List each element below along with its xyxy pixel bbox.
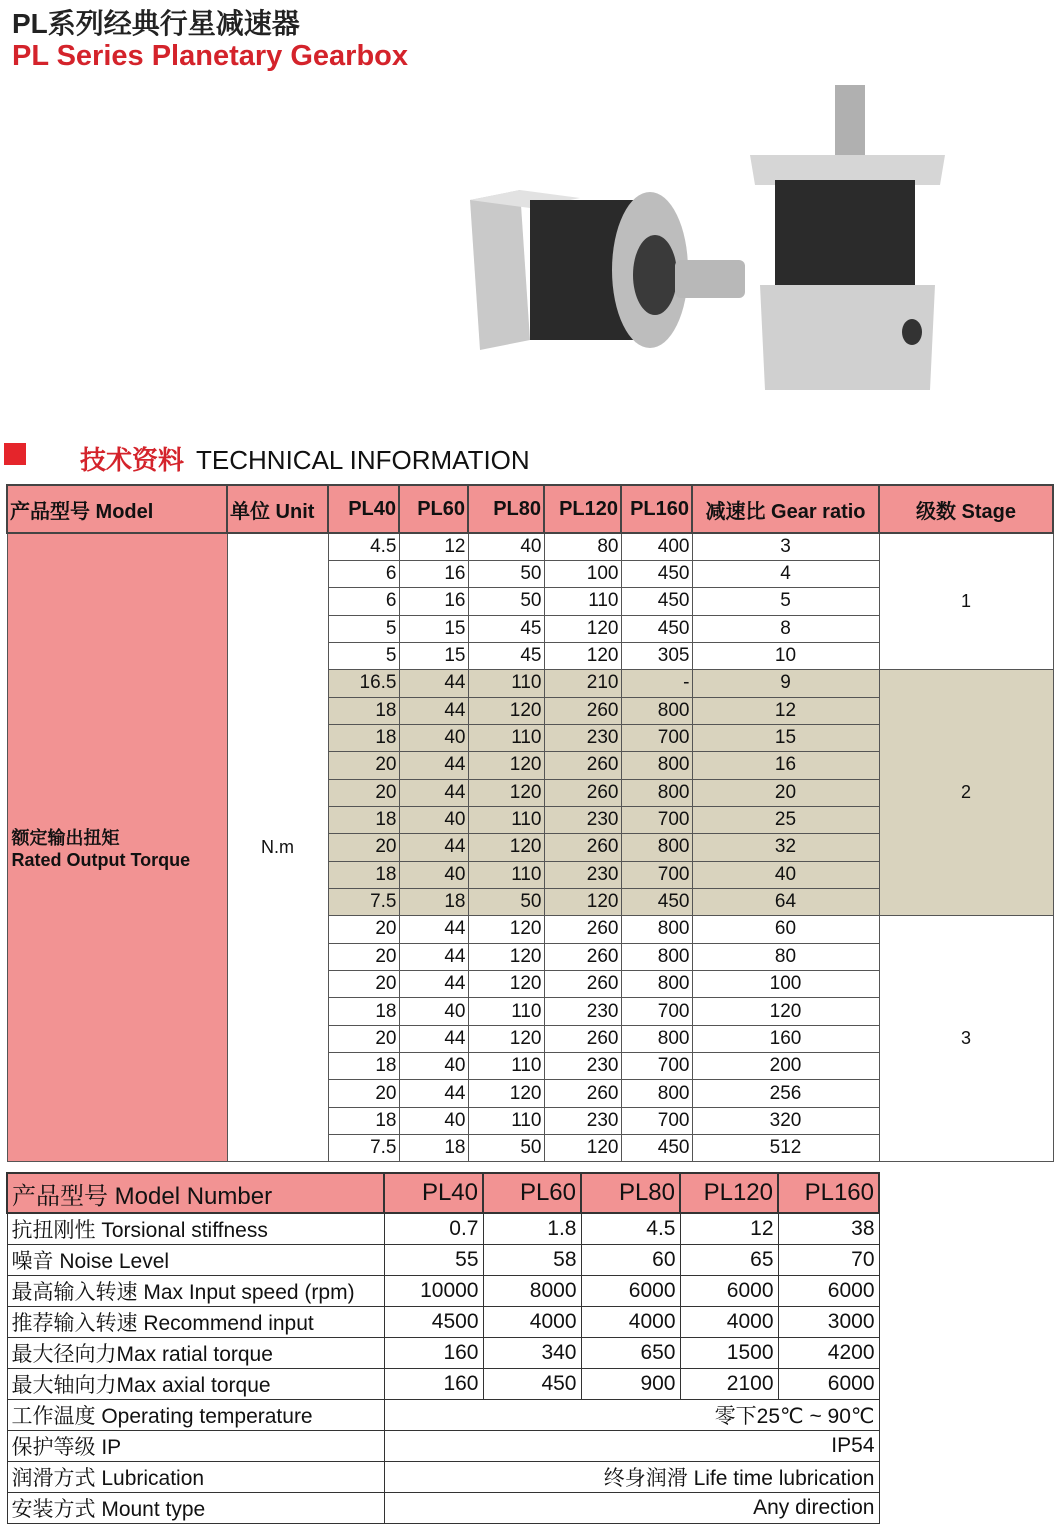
spec-row	[7, 1213, 879, 1245]
torque-value-cell: 40	[399, 1107, 468, 1134]
gearbox-product-image	[460, 80, 960, 400]
spec-row	[7, 1276, 879, 1307]
torque-value-cell: 120	[544, 888, 621, 915]
column-header: PL120	[680, 1173, 778, 1213]
torque-value-cell: 450	[621, 888, 692, 915]
torque-value-cell: 260	[544, 1080, 621, 1107]
spec-value: 1500	[680, 1338, 778, 1369]
column-header: 产品型号 Model	[7, 485, 227, 533]
gear-ratio-cell: 16	[692, 752, 879, 779]
gear-ratio-cell: 60	[692, 916, 879, 943]
torque-value-cell: 50	[468, 588, 544, 615]
torque-value-cell: 260	[544, 752, 621, 779]
torque-value-cell: 18	[328, 1107, 399, 1134]
torque-value-cell: 50	[468, 888, 544, 915]
torque-value-cell: 80	[544, 533, 621, 560]
torque-value-cell: 6	[328, 588, 399, 615]
gear-ratio-cell: 20	[692, 779, 879, 806]
section-heading-en: TECHNICAL INFORMATION	[196, 445, 530, 475]
gear-ratio-cell: 10	[692, 642, 879, 669]
column-header: 级数 Stage	[879, 485, 1053, 533]
torque-value-cell: 20	[328, 943, 399, 970]
torque-value-cell: 100	[544, 560, 621, 587]
torque-value-cell: 450	[621, 615, 692, 642]
torque-value-cell: 44	[399, 1080, 468, 1107]
torque-value-cell: 260	[544, 779, 621, 806]
spec-value: 4000	[581, 1307, 680, 1338]
torque-value-cell: 210	[544, 670, 621, 697]
spec-value: 650	[581, 1338, 680, 1369]
torque-value-cell: 44	[399, 697, 468, 724]
spec-value: 160	[384, 1369, 483, 1400]
spec-value: 4500	[384, 1307, 483, 1338]
torque-value-cell: 450	[621, 1135, 692, 1162]
torque-value-cell: 110	[468, 724, 544, 751]
spec-label: 润滑方式 Lubrication	[7, 1462, 384, 1493]
spec-value: 1.8	[483, 1213, 581, 1245]
torque-value-cell: 800	[621, 1080, 692, 1107]
torque-value-cell: 20	[328, 779, 399, 806]
torque-value-cell: 44	[399, 834, 468, 861]
torque-value-cell: 16	[399, 588, 468, 615]
torque-value-cell: 450	[621, 588, 692, 615]
spec-value: 70	[778, 1245, 879, 1276]
column-header: 单位 Unit	[227, 485, 328, 533]
column-header: PL60	[483, 1173, 581, 1213]
torque-value-cell: 230	[544, 1053, 621, 1080]
gear-ratio-cell: 12	[692, 697, 879, 724]
section-heading-cn: 技术资料	[80, 445, 185, 475]
spec-value: 4200	[778, 1338, 879, 1369]
gear-ratio-cell: 120	[692, 998, 879, 1025]
horizontal-gearbox	[470, 190, 745, 350]
spec-value: 6000	[778, 1276, 879, 1307]
spec-value: 6000	[680, 1276, 778, 1307]
vertical-gearbox	[750, 85, 945, 390]
gear-ratio-cell: 25	[692, 806, 879, 833]
torque-value-cell: 120	[544, 615, 621, 642]
torque-value-cell: 15	[399, 642, 468, 669]
spec-value-all: Any direction	[384, 1493, 879, 1524]
spec-row	[7, 1245, 879, 1276]
torque-value-cell: 15	[399, 615, 468, 642]
spec-value-all: IP54	[384, 1431, 879, 1462]
gear-ratio-cell: 64	[692, 888, 879, 915]
torque-value-cell: 305	[621, 642, 692, 669]
spec-value: 4000	[483, 1307, 581, 1338]
torque-value-cell: 5	[328, 615, 399, 642]
spec-row	[7, 1307, 879, 1338]
torque-value-cell: 110	[468, 670, 544, 697]
gear-ratio-cell: 15	[692, 724, 879, 751]
gear-ratio-cell: 100	[692, 971, 879, 998]
gear-ratio-cell: 9	[692, 670, 879, 697]
torque-value-cell: 800	[621, 971, 692, 998]
torque-value-cell: 20	[328, 1080, 399, 1107]
spec-label: 最大轴向力Max axial torque	[7, 1369, 384, 1400]
spec-value: 3000	[778, 1307, 879, 1338]
torque-value-cell: 18	[399, 1135, 468, 1162]
label-en: Rated Output Torque	[11, 850, 191, 871]
torque-value-cell: 45	[468, 642, 544, 669]
spec-value: 0.7	[384, 1213, 483, 1245]
spec-row	[7, 1400, 879, 1431]
spec-value: 6000	[581, 1276, 680, 1307]
torque-value-cell: 7.5	[328, 1135, 399, 1162]
torque-value-cell: 260	[544, 971, 621, 998]
spec-value: 55	[384, 1245, 483, 1276]
torque-value-cell: 16.5	[328, 670, 399, 697]
torque-value-cell: 16	[399, 560, 468, 587]
column-header: PL160	[778, 1173, 879, 1213]
torque-value-cell: 120	[468, 916, 544, 943]
torque-value-cell: -	[621, 670, 692, 697]
gear-ratio-cell: 4	[692, 560, 879, 587]
torque-value-cell: 18	[328, 697, 399, 724]
torque-value-cell: 12	[399, 533, 468, 560]
torque-value-cell: 700	[621, 861, 692, 888]
torque-value-cell: 700	[621, 998, 692, 1025]
gear-ratio-cell: 160	[692, 1025, 879, 1052]
torque-value-cell: 700	[621, 806, 692, 833]
spec-label: 工作温度 Operating temperature	[7, 1400, 384, 1431]
torque-value-cell: 120	[468, 779, 544, 806]
column-header: PL80	[581, 1173, 680, 1213]
column-header: 减速比 Gear ratio	[692, 485, 879, 533]
torque-value-cell: 20	[328, 752, 399, 779]
gear-ratio-cell: 32	[692, 834, 879, 861]
spec-value: 4.5	[581, 1213, 680, 1245]
stage-cell: 2	[879, 670, 1053, 916]
column-header: PL40	[384, 1173, 483, 1213]
torque-value-cell: 120	[468, 1025, 544, 1052]
spec-value: 160	[384, 1338, 483, 1369]
spec-label: 噪音 Noise Level	[7, 1245, 384, 1276]
torque-value-cell: 120	[468, 834, 544, 861]
torque-value-cell: 44	[399, 916, 468, 943]
unit-cell: N.m	[227, 533, 328, 1162]
torque-value-cell: 20	[328, 834, 399, 861]
torque-value-cell: 110	[468, 806, 544, 833]
torque-value-cell: 260	[544, 834, 621, 861]
gear-ratio-cell: 40	[692, 861, 879, 888]
spec-row	[7, 1493, 879, 1524]
torque-value-cell: 230	[544, 724, 621, 751]
spec-label: 抗扭刚性 Torsional stiffness	[7, 1213, 384, 1245]
rated-torque-table	[6, 484, 1054, 1162]
torque-value-cell: 260	[544, 943, 621, 970]
spec-value: 38	[778, 1213, 879, 1245]
spec-row	[7, 1369, 879, 1400]
gear-ratio-cell: 200	[692, 1053, 879, 1080]
torque-value-cell: 120	[468, 1080, 544, 1107]
torque-value-cell: 18	[328, 806, 399, 833]
torque-value-cell: 260	[544, 916, 621, 943]
torque-value-cell: 120	[544, 1135, 621, 1162]
stage-cell: 3	[879, 916, 1053, 1162]
spec-value-all: 终身润滑 Life time lubrication	[384, 1462, 879, 1493]
torque-value-cell: 44	[399, 670, 468, 697]
torque-value-cell: 800	[621, 752, 692, 779]
torque-value-cell: 260	[544, 697, 621, 724]
section-marker	[4, 443, 26, 465]
torque-value-cell: 450	[621, 560, 692, 587]
spec-label: 最大径向力Max ratial torque	[7, 1338, 384, 1369]
torque-value-cell: 110	[468, 1053, 544, 1080]
torque-value-cell: 7.5	[328, 888, 399, 915]
gear-ratio-cell: 5	[692, 588, 879, 615]
title-cn: PL系列经典行星减速器	[12, 8, 300, 39]
spec-row	[7, 1431, 879, 1462]
torque-value-cell: 110	[468, 1107, 544, 1134]
torque-value-cell: 230	[544, 1107, 621, 1134]
column-header: 产品型号 Model Number	[7, 1173, 384, 1213]
torque-value-cell: 40	[399, 861, 468, 888]
spec-table	[6, 1172, 880, 1524]
spec-value: 450	[483, 1369, 581, 1400]
torque-value-cell: 44	[399, 1025, 468, 1052]
torque-value-cell: 40	[399, 998, 468, 1025]
torque-value-cell: 50	[468, 560, 544, 587]
column-header: PL40	[328, 485, 399, 533]
spec-value-all: 零下25℃ ~ 90℃	[384, 1400, 879, 1431]
torque-value-cell: 230	[544, 806, 621, 833]
gear-ratio-cell: 320	[692, 1107, 879, 1134]
torque-value-cell: 4.5	[328, 533, 399, 560]
torque-value-cell: 230	[544, 861, 621, 888]
torque-value-cell: 260	[544, 1025, 621, 1052]
torque-value-cell: 700	[621, 1053, 692, 1080]
gear-ratio-cell: 512	[692, 1135, 879, 1162]
torque-value-cell: 40	[468, 533, 544, 560]
spec-label: 最高输入转速 Max Input speed (rpm)	[7, 1276, 384, 1307]
rated-output-torque-label	[7, 533, 227, 1162]
torque-value-cell: 20	[328, 971, 399, 998]
spec-value: 65	[680, 1245, 778, 1276]
torque-value-cell: 800	[621, 943, 692, 970]
torque-value-cell: 40	[399, 1053, 468, 1080]
torque-value-cell: 40	[399, 806, 468, 833]
spec-value: 900	[581, 1369, 680, 1400]
spec-value: 10000	[384, 1276, 483, 1307]
title-en: PL Series Planetary Gearbox	[12, 40, 409, 72]
torque-value-cell: 110	[544, 588, 621, 615]
spec-value: 58	[483, 1245, 581, 1276]
section-heading	[80, 440, 530, 477]
spec-value: 12	[680, 1213, 778, 1245]
column-header: PL160	[621, 485, 692, 533]
gear-ratio-cell: 256	[692, 1080, 879, 1107]
gear-ratio-cell: 8	[692, 615, 879, 642]
torque-value-cell: 6	[328, 560, 399, 587]
torque-value-cell: 40	[399, 724, 468, 751]
torque-value-cell: 18	[328, 724, 399, 751]
spec-value: 6000	[778, 1369, 879, 1400]
torque-value-cell: 44	[399, 752, 468, 779]
gear-ratio-cell: 3	[692, 533, 879, 560]
label-cn: 额定输出扭矩	[11, 828, 120, 849]
torque-value-cell: 120	[468, 752, 544, 779]
torque-value-cell: 800	[621, 834, 692, 861]
torque-value-cell: 18	[328, 998, 399, 1025]
column-header: PL120	[544, 485, 621, 533]
spec-label: 推荐输入转速 Recommend input	[7, 1307, 384, 1338]
torque-value-cell: 45	[468, 615, 544, 642]
torque-value-cell: 18	[328, 861, 399, 888]
torque-value-cell: 120	[468, 971, 544, 998]
gear-ratio-cell: 80	[692, 943, 879, 970]
torque-value-cell: 400	[621, 533, 692, 560]
column-header: PL80	[468, 485, 544, 533]
torque-value-cell: 110	[468, 998, 544, 1025]
torque-value-cell: 120	[468, 697, 544, 724]
spec-row	[7, 1338, 879, 1369]
column-header: PL60	[399, 485, 468, 533]
spec-value: 60	[581, 1245, 680, 1276]
torque-value-cell: 120	[544, 642, 621, 669]
torque-value-cell: 800	[621, 779, 692, 806]
spec-value: 2100	[680, 1369, 778, 1400]
torque-value-cell: 20	[328, 1025, 399, 1052]
torque-value-cell: 5	[328, 642, 399, 669]
table-row	[7, 533, 1053, 560]
spec-row	[7, 1462, 879, 1493]
torque-value-cell: 18	[328, 1053, 399, 1080]
torque-value-cell: 700	[621, 724, 692, 751]
stage-cell: 1	[879, 533, 1053, 670]
spec-value: 4000	[680, 1307, 778, 1338]
torque-value-cell: 230	[544, 998, 621, 1025]
torque-value-cell: 800	[621, 697, 692, 724]
spec-label: 安装方式 Mount type	[7, 1493, 384, 1524]
spec-label: 保护等级 IP	[7, 1431, 384, 1462]
torque-value-cell: 120	[468, 943, 544, 970]
torque-value-cell: 110	[468, 861, 544, 888]
torque-value-cell: 50	[468, 1135, 544, 1162]
torque-value-cell: 700	[621, 1107, 692, 1134]
torque-value-cell: 800	[621, 916, 692, 943]
spec-value: 8000	[483, 1276, 581, 1307]
torque-value-cell: 44	[399, 971, 468, 998]
torque-value-cell: 44	[399, 943, 468, 970]
torque-value-cell: 20	[328, 916, 399, 943]
spec-value: 340	[483, 1338, 581, 1369]
torque-value-cell: 44	[399, 779, 468, 806]
torque-value-cell: 800	[621, 1025, 692, 1052]
torque-value-cell: 18	[399, 888, 468, 915]
